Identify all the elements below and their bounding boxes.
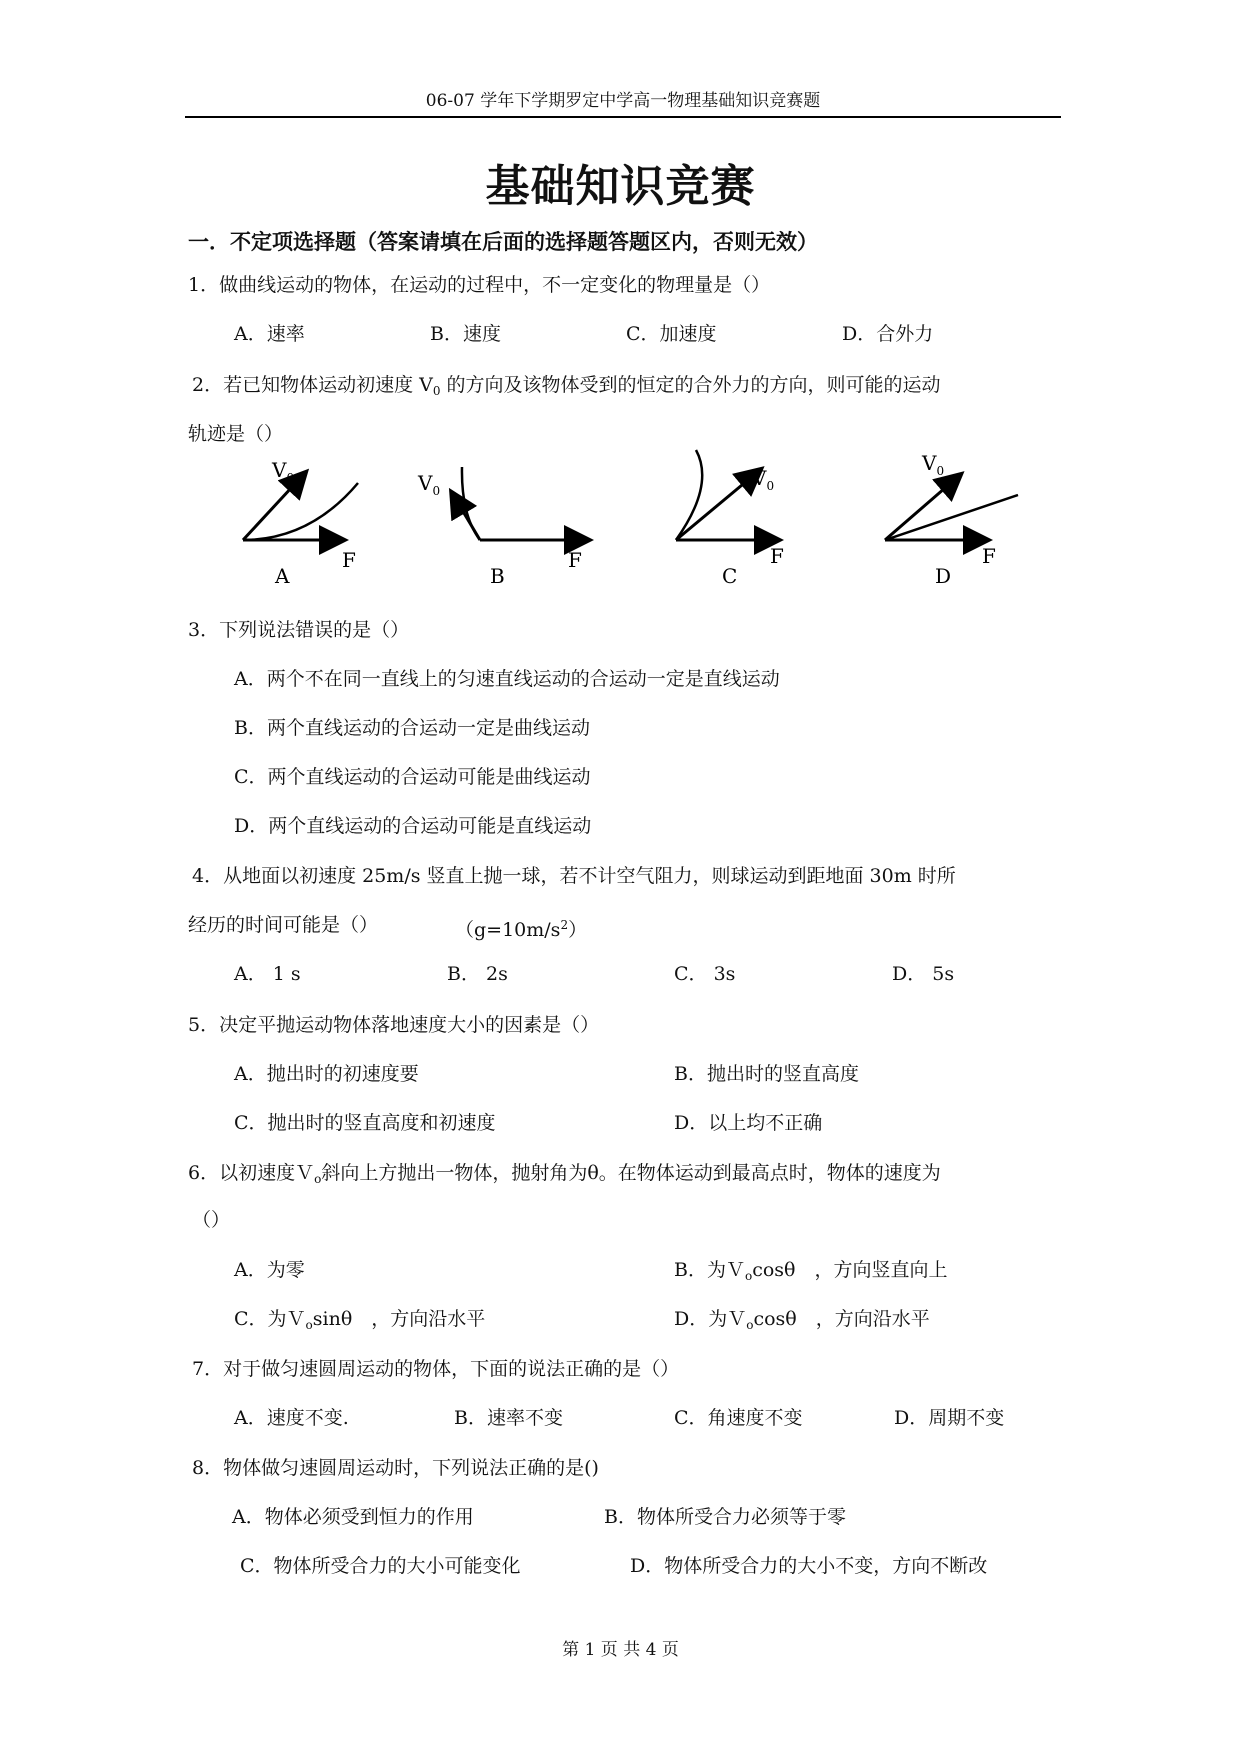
question-3-stem: 3．下列说法错误的是（） <box>188 619 410 641</box>
q7-option-b: B．速率不变 <box>454 1407 563 1429</box>
question-1-stem: 1．做曲线运动的物体，在运动的过程中，不一定变化的物理量是（） <box>188 274 771 296</box>
q4-option-a: A． 1 s <box>234 963 301 985</box>
diagram-b-label: B <box>490 564 505 588</box>
q6-option-d: D．为Ｖ$_o$cosθ ，方向沿水平 <box>674 1308 930 1332</box>
q6-option-b: B．为Ｖ$_o$cosθ ，方向竖直向上 <box>674 1259 948 1283</box>
q3-option-d: D．两个直线运动的合运动可能是直线运动 <box>234 815 592 837</box>
q4-option-d: D． 5s <box>892 963 955 985</box>
diagram-b <box>417 467 588 588</box>
q1-option-d: D．合外力 <box>842 323 934 345</box>
diagram-d-label: D <box>935 564 952 588</box>
diagram-d <box>885 451 1018 588</box>
question-4-gravity: $(g=10m/s^2)$ <box>455 918 588 941</box>
q7-option-d: D．周期不变 <box>894 1407 1005 1429</box>
q7-option-a: A．速度不变. <box>234 1407 349 1429</box>
q1-option-c: C．加速度 <box>626 323 717 345</box>
diagram-b-f-label: F <box>568 548 582 572</box>
question-8-stem: 8．物体做匀速圆周运动时，下列说法正确的是() <box>192 1457 599 1479</box>
q3-option-a: A．两个不在同一直线上的匀速直线运动的合运动一定是直线运动 <box>234 668 780 690</box>
question-5-stem: 5．决定平抛运动物体落地速度大小的因素是（） <box>188 1014 600 1036</box>
diagram-c-label: C <box>722 564 738 588</box>
q3-option-b: B．两个直线运动的合运动一定是曲线运动 <box>234 717 590 739</box>
diagram-a-label: A <box>275 564 290 588</box>
page-footer: 第 1 页 共 4 页 <box>562 1640 679 1660</box>
diagram-b-v-label: $V_0$ <box>418 471 441 498</box>
diagram-d-f-label: F <box>982 544 996 568</box>
page-header: 06-07 学年下学期罗定中学高一物理基础知识竞赛题 <box>185 86 1061 118</box>
q6-option-c: C．为Ｖ$_o$sinθ ，方向沿水平 <box>234 1308 486 1332</box>
q5-option-c: C．抛出时的竖直高度和初速度 <box>234 1112 496 1134</box>
q1-option-b: B．速度 <box>430 323 501 345</box>
q5-option-b: B．抛出时的竖直高度 <box>674 1063 859 1085</box>
q7-option-c: C．角速度不变 <box>674 1407 803 1429</box>
diagram-c-v-label: $V_0$ <box>752 466 775 493</box>
section-heading: 一．不定项选择题（答案请填在后面的选择题答题区内，否则无效） <box>188 229 818 254</box>
question-2-stem: 2．若已知物体运动初速度 $V_0$ 的方向及该物体受到的恒定的合外力的方向，则可能的运动 <box>192 374 941 398</box>
q8-option-c: C．物体所受合力的大小可能变化 <box>240 1555 521 1577</box>
q4-option-b: B． 2s <box>447 963 508 985</box>
q4-option-c: C． 3s <box>674 963 736 985</box>
diagram-a-f-label: F <box>342 548 356 572</box>
question-4-stem: 4．从地面以初速度 25m/s 竖直上抛一球，若不计空气阻力，则球运动到距地面 30m 时所 <box>192 865 956 887</box>
diagram-c-f-label: F <box>770 544 784 568</box>
diagram-d-v-label: $V_0$ <box>922 451 945 478</box>
trajectory-diagrams <box>230 445 1050 605</box>
q8-option-a: A．物体必须受到恒力的作用 <box>232 1506 474 1528</box>
q5-option-d: D．以上均不正确 <box>674 1112 823 1134</box>
q6-option-a: A．为零 <box>234 1259 305 1281</box>
q1-option-a: A．速率 <box>234 323 305 345</box>
q8-option-d: D．物体所受合力的大小不变，方向不断改 <box>630 1555 988 1577</box>
page-title: 基础知识竞赛 <box>485 161 756 212</box>
question-6-stem: 6．以初速度Ｖ$_o$斜向上方抛出一物体，抛射角为θ。在物体运动到最高点时，物体的速度为 <box>188 1162 941 1186</box>
question-4-stem-cont: 经历的时间可能是（） <box>188 914 379 936</box>
q8-option-b: B．物体所受合力必须等于零 <box>604 1506 846 1528</box>
question-7-stem: 7．对于做匀速圆周运动的物体，下面的说法正确的是（） <box>192 1358 680 1380</box>
q3-option-c: C．两个直线运动的合运动可能是曲线运动 <box>234 766 591 788</box>
question-6-stem-cont: （） <box>192 1209 231 1231</box>
diagram-a <box>243 458 358 588</box>
question-2-stem-cont: 轨迹是（） <box>188 423 284 445</box>
q5-option-a: A．抛出时的初速度要 <box>234 1063 419 1085</box>
diagram-c <box>676 450 784 588</box>
diagram-a-v-label: $V_0$ <box>272 458 295 485</box>
